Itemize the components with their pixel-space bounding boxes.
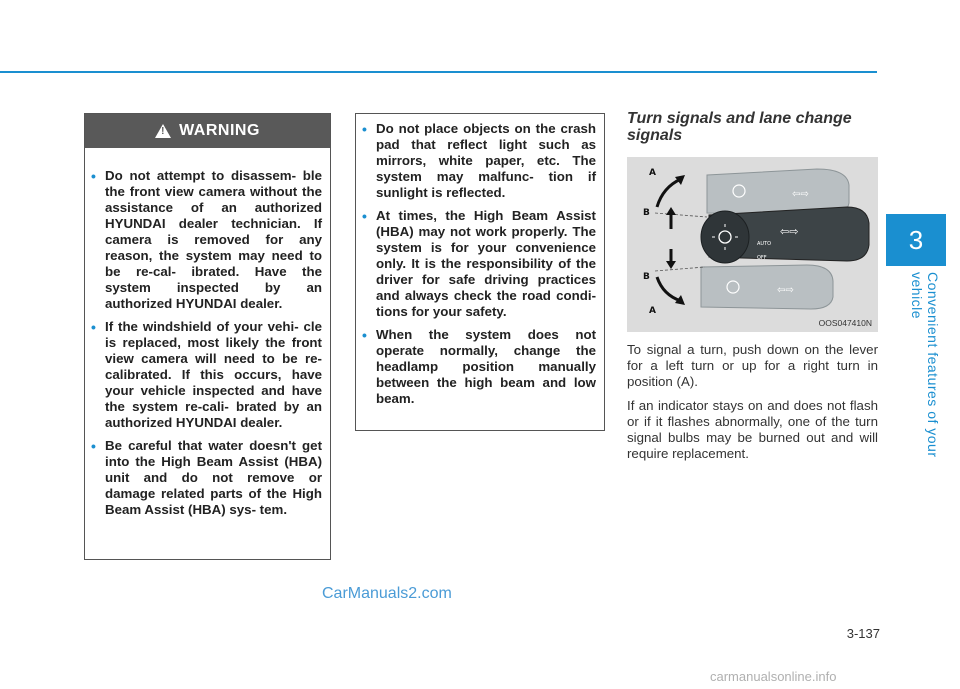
warning-list <box>85 148 330 518</box>
warning-item: • If the windshield of your vehi- cle is replaced, most likely the front view camera will need to be re-calibrated. If this occurs, have your vehicle inspected and have the system re-cali- brated by an authorized HYUNDAI dealer. <box>91 319 322 430</box>
svg-text:⇦⇨: ⇦⇨ <box>780 225 799 238</box>
body-paragraph: To signal a turn, push down on the lever for a left turn or up for a right turn in position (A). <box>627 342 878 389</box>
svg-text:AUTO: AUTO <box>757 241 772 247</box>
bullet-icon: • <box>91 438 96 454</box>
svg-text:B: B <box>643 208 650 218</box>
watermark-footer: carmanualsonline.info <box>710 669 837 684</box>
warning-header-label: WARNING <box>179 122 260 139</box>
warning-item: • Be careful that water doesn't get into the High Beam Assist (HBA) unit and do not remove or damage related parts of the High Beam Assist (HBA) sys- tem. <box>91 438 322 517</box>
bullet-icon: • <box>362 327 367 343</box>
bullet-icon: • <box>362 121 367 137</box>
svg-text:OFF: OFF <box>757 255 767 261</box>
warning-item: • When the system does not operate normally, change the headlamp position manually between the high beam and low beam. <box>362 327 596 406</box>
warning-continued-box <box>355 113 605 431</box>
watermark-logo[interactable]: CarManuals2.com <box>322 585 452 602</box>
svg-text:B: B <box>643 272 650 282</box>
bullet-icon: • <box>362 208 367 224</box>
warning-item: • At times, the High Beam Assist (HBA) may not work properly. The system is for your convenience only. It is the responsibility of the driver for safe driving practices and always check the road condi- tions for your safety. <box>362 208 596 319</box>
warning-item: • Do not attempt to disassem- ble the front view camera without the assistance of an authorized HYUNDAI dealer technician. If camera is removed for any reason, the system may need to be re-cal- ibrated. Have the system inspected by an authorized HYUNDAI dealer. <box>91 168 322 311</box>
svg-text:⇦⇨: ⇦⇨ <box>792 189 809 200</box>
chapter-title: Convenient features of your vehicle <box>909 272 941 458</box>
svg-text:⇦⇨: ⇦⇨ <box>777 285 794 296</box>
turn-signal-lever-figure <box>627 157 878 332</box>
figure-code: OOS047410N <box>818 318 872 328</box>
warning-box <box>84 113 331 560</box>
bullet-icon: • <box>91 168 96 184</box>
warning-triangle-icon: ! <box>155 124 171 138</box>
svg-text:A: A <box>649 306 656 316</box>
header-rule <box>0 71 877 73</box>
chapter-number-tab: 3 <box>886 214 946 266</box>
warning-header <box>85 114 330 148</box>
bullet-icon: • <box>91 319 96 335</box>
page-number: 3-137 <box>846 626 880 641</box>
body-paragraph: If an indicator stays on and does not flash or if it flashes abnormally, one of the turn signal bulbs may be burned out and will require replacement. <box>627 398 878 461</box>
section-title: Turn signals and lane change signals <box>627 110 852 144</box>
warning-continued-list <box>356 114 604 407</box>
warning-item: • Do not place objects on the crash pad that reflect light such as mirrors, white paper, etc. The system may malfunc- tion if sunlight is reflected. <box>362 121 596 200</box>
svg-text:A: A <box>649 168 656 178</box>
turn-signal-lever-illustration <box>627 157 878 332</box>
